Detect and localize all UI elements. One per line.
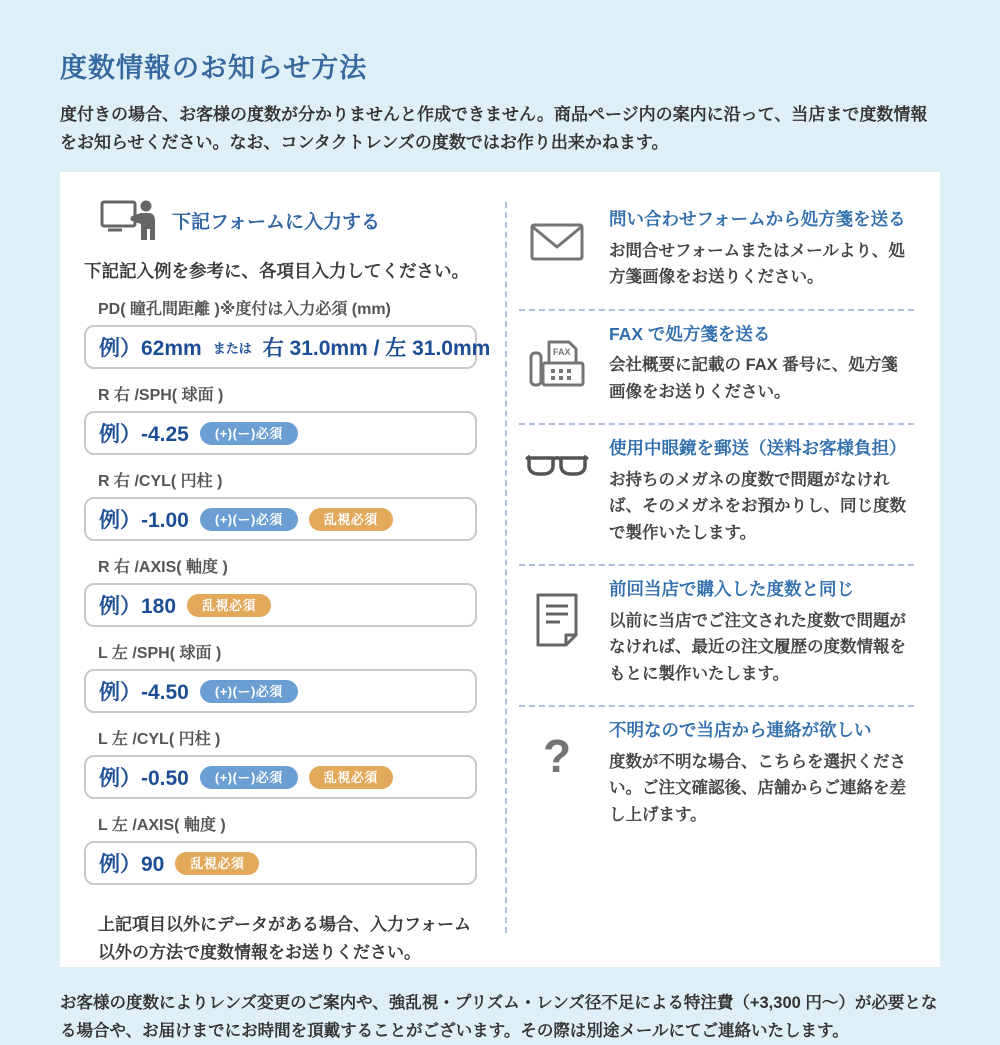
person-at-monitor-icon bbox=[100, 198, 156, 242]
example-value: 例）-4.50 bbox=[99, 681, 189, 705]
example-box-l-sph bbox=[84, 669, 477, 713]
method-text bbox=[609, 323, 914, 406]
form-instruction: 下記記入例を参考に、各項目入力してください。 bbox=[84, 261, 469, 282]
method-previous-order bbox=[519, 566, 914, 707]
glasses-icon bbox=[519, 437, 595, 546]
method-heading: FAX で処方箋を送る bbox=[609, 323, 771, 344]
method-heading: 前回当店で購入した度数と同じ bbox=[609, 579, 854, 600]
method-heading: 問い合わせフォームから処方箋を送る bbox=[609, 209, 906, 230]
field-label-r-axis: R 右 /AXIS( 軸度 ) bbox=[98, 559, 228, 577]
field-label-pd: PD( 瞳孔間距離 )※度付は入力必須 (mm) bbox=[98, 301, 391, 319]
field-label-l-axis: L 左 /AXIS( 軸度 ) bbox=[98, 817, 226, 835]
method-body: 会社概要に記載の FAX 番号に、処方箋画像をお送りください。 bbox=[609, 356, 898, 401]
question-icon: ? bbox=[542, 729, 572, 782]
example-value: 例）180 bbox=[99, 595, 177, 619]
form-heading: 下記フォームに入力する bbox=[172, 211, 381, 233]
example-value: 例）-4.25 bbox=[99, 423, 189, 447]
method-unknown-contact bbox=[519, 707, 914, 846]
method-fax bbox=[519, 311, 914, 426]
example-box-r-cyl bbox=[84, 497, 477, 541]
astigmatism-required-badge: 乱視必須 bbox=[187, 594, 271, 617]
astigmatism-required-badge: 乱視必須 bbox=[175, 852, 259, 875]
intro-text: 度付きの場合、お客様の度数が分かりませんと作成できません。商品ページ内の案内に沿って、当店まで度数情報をお知らせください。なお、コンタクトレンズの度数ではお作り出来かねます。 bbox=[60, 105, 928, 152]
example-box-r-sph bbox=[84, 411, 477, 455]
document-icon bbox=[519, 578, 595, 687]
example-box-l-axis bbox=[84, 841, 477, 885]
fax-icon bbox=[519, 323, 595, 406]
method-text bbox=[609, 208, 914, 291]
plus-minus-required-badge: (+)(ー)必須 bbox=[200, 508, 298, 531]
example-box-pd bbox=[84, 325, 491, 369]
form-header bbox=[84, 198, 477, 242]
method-heading: 不明なので当店から連絡が欲しい bbox=[609, 719, 872, 740]
example-value-suffix: 右 31.0mm / 左 31.0mm bbox=[262, 337, 491, 361]
example-value: 例）62mm bbox=[99, 337, 202, 361]
field-label-l-cyl: L 左 /CYL( 円柱 ) bbox=[98, 731, 221, 749]
method-body: 度数が不明な場合、こちらを選択ください。ご注文確認後、店舗からご連絡を差し上げます。 bbox=[609, 752, 906, 824]
example-value: 例）90 bbox=[99, 853, 165, 877]
method-body: 以前に当店でご注文された度数で問題がなければ、最近の注文履歴の度数情報をもとに製作いたします。 bbox=[609, 611, 906, 683]
example-box-l-cyl bbox=[84, 755, 477, 799]
method-body: お持ちのメガネの度数で問題がなければ、そのメガネをお預かりし、同じ度数で製作いたします。 bbox=[609, 470, 906, 542]
example-value: 例）-1.00 bbox=[99, 509, 189, 533]
method-body: お問合せフォームまたはメールより、処方箋画像をお送りください。 bbox=[609, 241, 905, 287]
page-title: 度数情報のお知らせ方法 bbox=[60, 53, 368, 83]
plus-minus-required-badge: (+)(ー)必須 bbox=[200, 766, 298, 789]
astigmatism-required-badge: 乱視必須 bbox=[309, 766, 393, 789]
form-column bbox=[60, 172, 505, 967]
info-card bbox=[60, 172, 940, 967]
method-mail-glasses bbox=[519, 425, 914, 566]
example-or: または bbox=[212, 340, 252, 356]
field-label-r-cyl: R 右 /CYL( 円柱 ) bbox=[98, 473, 223, 491]
form-note: 上記項目以外にデータがある場合、入力フォーム以外の方法で度数情報をお送りください。 bbox=[98, 915, 472, 963]
mail-icon bbox=[519, 208, 595, 291]
method-heading: 使用中眼鏡を郵送（送料お客様負担） bbox=[609, 438, 907, 459]
svg-text:FAX: FAX bbox=[553, 346, 571, 357]
footer-note: お客様の度数によりレンズ変更のご案内や、強乱視・プリズム・レンズ径不足による特注費（+3,300 円〜）が必要となる場合や、お届けまでにお時間を頂戴することがございます。その際は別途メールにてご連絡いたします。 bbox=[60, 994, 938, 1041]
astigmatism-required-badge: 乱視必須 bbox=[309, 508, 393, 531]
example-value: 例）-0.50 bbox=[99, 767, 189, 791]
plus-minus-required-badge: (+)(ー)必須 bbox=[200, 680, 298, 703]
method-text bbox=[609, 578, 914, 687]
example-box-r-axis bbox=[84, 583, 477, 627]
field-label-r-sph: R 右 /SPH( 球面 ) bbox=[98, 387, 224, 405]
method-contact-form bbox=[519, 196, 914, 311]
method-text bbox=[609, 437, 914, 546]
methods-column bbox=[507, 172, 940, 967]
plus-minus-required-badge: (+)(ー)必須 bbox=[200, 422, 298, 445]
field-label-l-sph: L 左 /SPH( 球面 ) bbox=[98, 645, 222, 663]
method-text bbox=[609, 719, 914, 828]
